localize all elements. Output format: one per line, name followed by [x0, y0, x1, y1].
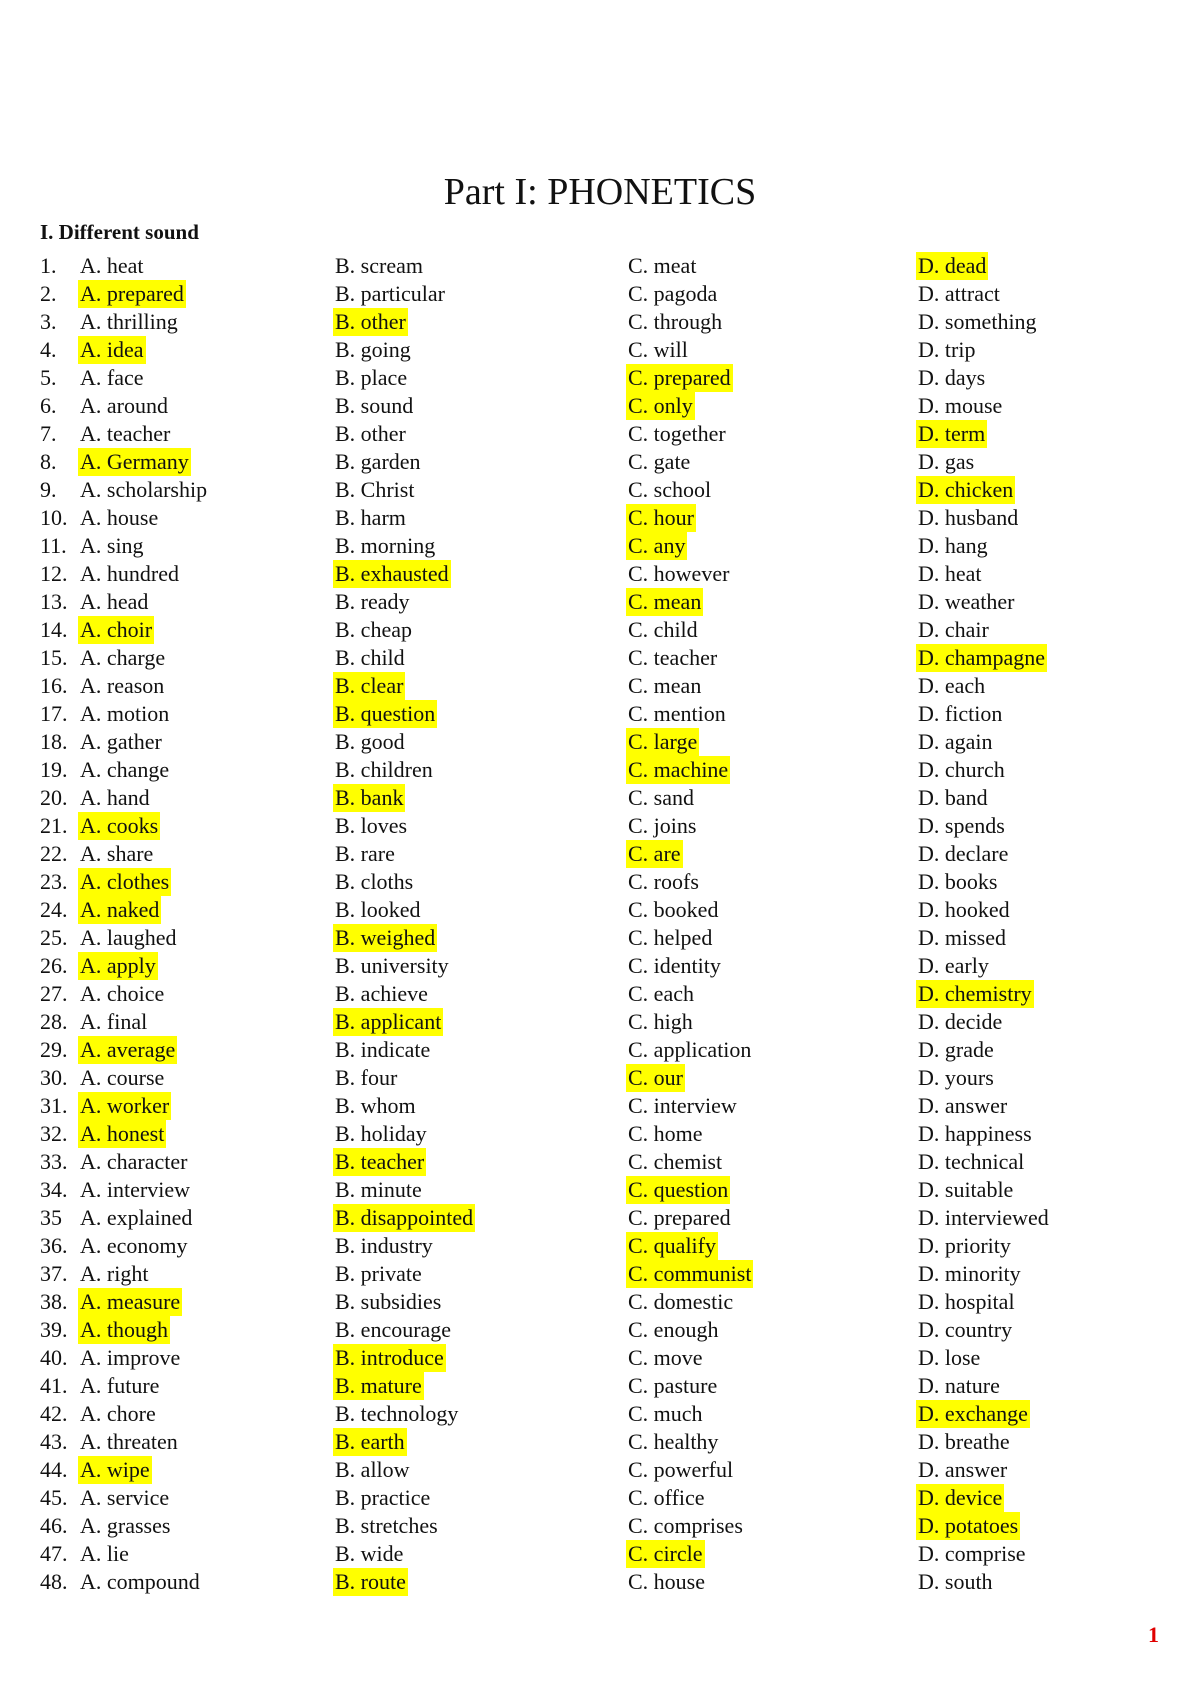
option-d: D. hooked	[918, 897, 1010, 922]
option-a: A. compound	[80, 1569, 200, 1594]
option-a-highlighted: A. wipe	[80, 1457, 150, 1482]
option-b-highlighted: B. weighed	[335, 925, 436, 950]
option-a-highlighted: A. average	[80, 1037, 176, 1062]
option-b: B. minute	[335, 1177, 422, 1202]
option-d: D. happiness	[918, 1121, 1032, 1146]
option-a: A. scholarship	[80, 477, 208, 502]
option-c: C. together	[628, 421, 726, 446]
option-a: A. head	[80, 589, 149, 614]
option-d: D. spends	[918, 813, 1005, 838]
option-c: C. office	[628, 1485, 705, 1510]
option-a: A. course	[80, 1065, 165, 1090]
option-c: C. however	[628, 561, 730, 586]
question-number: 48.	[40, 1569, 68, 1594]
option-c-highlighted: C. are	[628, 841, 681, 866]
question-number: 32.	[40, 1121, 68, 1146]
option-a: A. house	[80, 505, 159, 530]
option-c: C. powerful	[628, 1457, 734, 1482]
option-a: A. chore	[80, 1401, 156, 1426]
option-b-highlighted: B. teacher	[335, 1149, 425, 1174]
option-b: B. holiday	[335, 1121, 427, 1146]
option-a: A. right	[80, 1261, 149, 1286]
option-b: B. rare	[335, 841, 395, 866]
option-c-highlighted: C. circle	[628, 1541, 703, 1566]
page-number: 1	[1148, 1622, 1159, 1647]
option-d: D. minority	[918, 1261, 1021, 1286]
option-b: B. going	[335, 337, 411, 362]
page-title: Part I: PHONETICS	[443, 171, 757, 213]
option-a: A. laughed	[80, 925, 177, 950]
option-b-highlighted: B. other	[335, 309, 406, 334]
option-c: C. mention	[628, 701, 726, 726]
option-a-highlighted: A. measure	[80, 1289, 181, 1314]
option-a: A. sing	[80, 533, 144, 558]
option-c-highlighted: C. only	[628, 393, 693, 418]
option-b: B. private	[335, 1261, 422, 1286]
option-b: B. whom	[335, 1093, 416, 1118]
question-number: 10.	[40, 505, 68, 530]
question-number: 8.	[40, 449, 57, 474]
option-b: B. indicate	[335, 1037, 431, 1062]
option-d: D. husband	[918, 505, 1019, 530]
option-a: A. teacher	[80, 421, 171, 446]
question-number: 19.	[40, 757, 68, 782]
option-d: D. answer	[918, 1457, 1008, 1482]
option-c: C. chemist	[628, 1149, 723, 1174]
option-a: A. hundred	[80, 561, 179, 586]
question-number: 11.	[40, 533, 67, 558]
option-d: D. priority	[918, 1233, 1011, 1258]
option-b: B. four	[335, 1065, 398, 1090]
option-b: B. stretches	[335, 1513, 438, 1538]
question-number: 17.	[40, 701, 68, 726]
option-c: C. booked	[628, 897, 719, 922]
question-number: 37.	[40, 1261, 68, 1286]
option-b: B. sound	[335, 393, 414, 418]
option-c: C. gate	[628, 449, 691, 474]
question-number: 1.	[40, 253, 57, 278]
option-b: B. ready	[335, 589, 410, 614]
option-d-highlighted: D. chicken	[918, 477, 1014, 502]
option-b-highlighted: B. bank	[335, 785, 404, 810]
question-number: 29.	[40, 1037, 68, 1062]
option-d-highlighted: D. device	[918, 1485, 1003, 1510]
option-c: C. each	[628, 981, 694, 1006]
option-a-highlighted: A. naked	[80, 897, 160, 922]
option-c: C. enough	[628, 1317, 719, 1342]
option-c: C. healthy	[628, 1429, 719, 1454]
option-c: C. home	[628, 1121, 703, 1146]
option-c-highlighted: C. qualify	[628, 1233, 716, 1258]
option-a: A. lie	[80, 1541, 129, 1566]
option-b: B. achieve	[335, 981, 428, 1006]
option-c-highlighted: C. prepared	[628, 365, 731, 390]
question-number: 13.	[40, 589, 68, 614]
option-c: C. pagoda	[628, 281, 718, 306]
option-b-highlighted: B. exhausted	[335, 561, 449, 586]
option-a: A. economy	[80, 1233, 188, 1258]
question-number: 42.	[40, 1401, 68, 1426]
option-a: A. share	[80, 841, 154, 866]
option-d: D. nature	[918, 1373, 1000, 1398]
option-a: A. interview	[80, 1177, 190, 1202]
question-number: 16.	[40, 673, 68, 698]
question-number: 44.	[40, 1457, 68, 1482]
option-d: D. heat	[918, 561, 982, 586]
option-b: B. children	[335, 757, 433, 782]
option-c: C. interview	[628, 1093, 737, 1118]
option-c: C. will	[628, 337, 688, 362]
option-d: D. answer	[918, 1093, 1008, 1118]
option-c: C. identity	[628, 953, 721, 978]
option-c-highlighted: C. any	[628, 533, 686, 558]
option-c: C. teacher	[628, 645, 718, 670]
option-a: A. threaten	[80, 1429, 178, 1454]
option-d: D. days	[918, 365, 986, 390]
option-d: D. grade	[918, 1037, 994, 1062]
option-c: C. mean	[628, 673, 702, 698]
option-d: D. attract	[918, 281, 1000, 306]
option-b: B. child	[335, 645, 405, 670]
option-b: B. scream	[335, 253, 423, 278]
option-b: B. loves	[335, 813, 408, 838]
option-b: B. allow	[335, 1457, 410, 1482]
question-number: 30.	[40, 1065, 68, 1090]
option-c-highlighted: C. machine	[628, 757, 729, 782]
question-number: 33.	[40, 1149, 68, 1174]
question-number: 27.	[40, 981, 68, 1006]
option-a-highlighted: A. Germany	[80, 449, 189, 474]
option-b: B. looked	[335, 897, 421, 922]
question-number: 15.	[40, 645, 68, 670]
option-d: D. again	[918, 729, 993, 754]
option-c: C. comprises	[628, 1513, 743, 1538]
option-d-highlighted: D. exchange	[918, 1401, 1028, 1426]
option-d: D. something	[918, 309, 1037, 334]
option-b: B. harm	[335, 505, 406, 530]
option-a-highlighted: A. clothes	[80, 869, 170, 894]
option-a: A. grasses	[80, 1513, 171, 1538]
option-b: B. encourage	[335, 1317, 452, 1342]
option-b-highlighted: B. question	[335, 701, 436, 726]
question-number: 3.	[40, 309, 57, 334]
option-c: C. child	[628, 617, 698, 642]
option-a-highlighted: A. apply	[80, 953, 156, 978]
option-d-highlighted: D. chemistry	[918, 981, 1032, 1006]
question-number: 5.	[40, 365, 57, 390]
option-d: D. hang	[918, 533, 988, 558]
option-c: C. much	[628, 1401, 703, 1426]
option-b: B. Christ	[335, 477, 415, 502]
option-c: C. move	[628, 1345, 703, 1370]
option-b: B. cloths	[335, 869, 414, 894]
option-d: D. mouse	[918, 393, 1003, 418]
option-c: C. sand	[628, 785, 694, 810]
option-c-highlighted: C. large	[628, 729, 698, 754]
option-a: A. heat	[80, 253, 144, 278]
option-d-highlighted: D. term	[918, 421, 986, 446]
option-a: A. improve	[80, 1345, 181, 1370]
question-number: 41.	[40, 1373, 68, 1398]
option-d: D. decide	[918, 1009, 1003, 1034]
option-c-highlighted: C. mean	[628, 589, 702, 614]
option-a: A. thrilling	[80, 309, 178, 334]
question-number: 18.	[40, 729, 68, 754]
option-b: B. place	[335, 365, 408, 390]
option-c: C. domestic	[628, 1289, 734, 1314]
section-heading: I. Different sound	[40, 220, 199, 244]
question-number: 31.	[40, 1093, 68, 1118]
option-b-highlighted: B. clear	[335, 673, 404, 698]
option-d: D. band	[918, 785, 988, 810]
option-a: A. gather	[80, 729, 162, 754]
question-number: 35	[40, 1205, 62, 1230]
option-b: B. good	[335, 729, 405, 754]
question-number: 23.	[40, 869, 68, 894]
option-d: D. early	[918, 953, 989, 978]
option-c-highlighted: C. question	[628, 1177, 729, 1202]
option-a: A. final	[80, 1009, 148, 1034]
question-number: 7.	[40, 421, 57, 446]
option-c: C. prepared	[628, 1205, 731, 1230]
option-b: B. industry	[335, 1233, 433, 1258]
option-a: A. around	[80, 393, 168, 418]
option-a-highlighted: A. though	[80, 1317, 168, 1342]
option-d: D. suitable	[918, 1177, 1014, 1202]
question-number: 28.	[40, 1009, 68, 1034]
question-number: 21.	[40, 813, 68, 838]
question-number: 2.	[40, 281, 57, 306]
question-number: 20.	[40, 785, 68, 810]
option-a-highlighted: A. worker	[80, 1093, 170, 1118]
option-b: B. particular	[335, 281, 445, 306]
option-a: A. future	[80, 1373, 160, 1398]
option-d: D. hospital	[918, 1289, 1015, 1314]
option-a: A. face	[80, 365, 144, 390]
question-number: 22.	[40, 841, 68, 866]
option-b: B. technology	[335, 1401, 459, 1426]
option-c: C. house	[628, 1569, 705, 1594]
option-d-highlighted: D. dead	[918, 253, 987, 278]
option-d: D. breathe	[918, 1429, 1010, 1454]
option-c: C. helped	[628, 925, 713, 950]
option-d: D. gas	[918, 449, 975, 474]
option-a: A. character	[80, 1149, 188, 1174]
question-number: 12.	[40, 561, 68, 586]
option-d: D. missed	[918, 925, 1006, 950]
option-b: B. cheap	[335, 617, 412, 642]
option-b: B. garden	[335, 449, 421, 474]
option-b: B. subsidies	[335, 1289, 442, 1314]
option-a-highlighted: A. cooks	[80, 813, 159, 838]
option-b-highlighted: B. mature	[335, 1373, 422, 1398]
question-number: 39.	[40, 1317, 68, 1342]
option-d-highlighted: D. potatoes	[918, 1513, 1019, 1538]
option-c: C. roofs	[628, 869, 699, 894]
question-number: 38.	[40, 1289, 68, 1314]
option-d-highlighted: D. champagne	[918, 645, 1046, 670]
option-c: C. meat	[628, 253, 697, 278]
option-b-highlighted: B. route	[335, 1569, 406, 1594]
option-b: B. university	[335, 953, 449, 978]
question-number: 24.	[40, 897, 68, 922]
option-a-highlighted: A. choir	[80, 617, 153, 642]
question-number: 36.	[40, 1233, 68, 1258]
option-a: A. choice	[80, 981, 165, 1006]
option-c: C. application	[628, 1037, 752, 1062]
option-d: D. comprise	[918, 1541, 1026, 1566]
option-a-highlighted: A. honest	[80, 1121, 165, 1146]
question-number: 47.	[40, 1541, 68, 1566]
option-d: D. lose	[918, 1345, 981, 1370]
option-d: D. yours	[918, 1065, 994, 1090]
option-a: A. explained	[80, 1205, 193, 1230]
question-number: 34.	[40, 1177, 68, 1202]
option-c: C. pasture	[628, 1373, 718, 1398]
option-d: D. south	[918, 1569, 993, 1594]
option-d: D. each	[918, 673, 986, 698]
option-a: A. motion	[80, 701, 170, 726]
option-b-highlighted: B. disappointed	[335, 1205, 474, 1230]
option-c-highlighted: C. hour	[628, 505, 694, 530]
question-number: 26.	[40, 953, 68, 978]
option-a: A. charge	[80, 645, 166, 670]
option-c: C. joins	[628, 813, 697, 838]
option-b-highlighted: B. applicant	[335, 1009, 442, 1034]
option-a-highlighted: A. prepared	[80, 281, 184, 306]
option-b: B. morning	[335, 533, 436, 558]
option-d: D. chair	[918, 617, 989, 642]
option-a-highlighted: A. idea	[80, 337, 144, 362]
option-c: C. through	[628, 309, 723, 334]
option-d: D. church	[918, 757, 1005, 782]
question-number: 14.	[40, 617, 68, 642]
option-b: B. practice	[335, 1485, 431, 1510]
option-a: A. change	[80, 757, 170, 782]
option-c: C. high	[628, 1009, 693, 1034]
question-number: 25.	[40, 925, 68, 950]
option-d: D. fiction	[918, 701, 1003, 726]
option-d: D. trip	[918, 337, 976, 362]
option-a: A. hand	[80, 785, 150, 810]
option-d: D. declare	[918, 841, 1009, 866]
option-d: D. weather	[918, 589, 1015, 614]
question-number: 46.	[40, 1513, 68, 1538]
option-c-highlighted: C. our	[628, 1065, 683, 1090]
question-number: 45.	[40, 1485, 68, 1510]
option-b-highlighted: B. earth	[335, 1429, 405, 1454]
question-number: 43.	[40, 1429, 68, 1454]
option-b: B. other	[335, 421, 406, 446]
option-a: A. reason	[80, 673, 165, 698]
question-number: 9.	[40, 477, 57, 502]
option-a: A. service	[80, 1485, 170, 1510]
option-d: D. country	[918, 1317, 1013, 1342]
question-number: 40.	[40, 1345, 68, 1370]
question-number: 4.	[40, 337, 57, 362]
option-c-highlighted: C. communist	[628, 1261, 752, 1286]
option-d: D. books	[918, 869, 998, 894]
option-d: D. technical	[918, 1149, 1025, 1174]
option-b: B. wide	[335, 1541, 404, 1566]
option-b-highlighted: B. introduce	[335, 1345, 444, 1370]
option-c: C. school	[628, 477, 712, 502]
question-number: 6.	[40, 393, 57, 418]
option-d: D. interviewed	[918, 1205, 1049, 1230]
